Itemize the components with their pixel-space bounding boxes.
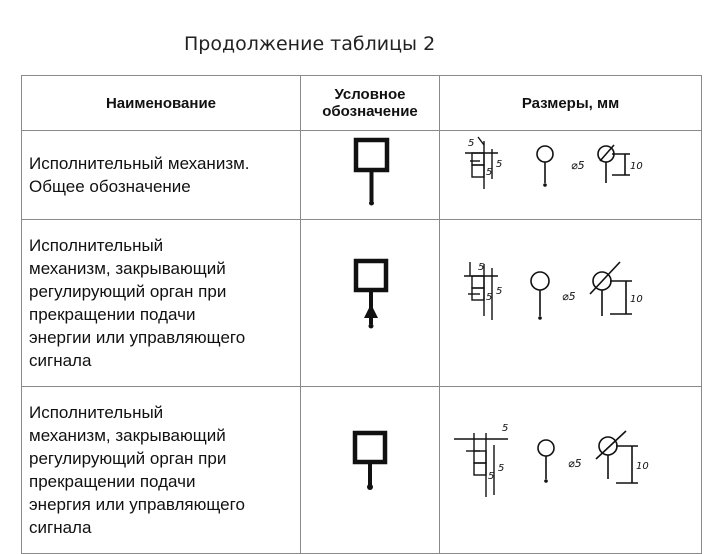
header-dimensions: Размеры, мм bbox=[440, 76, 702, 131]
dimension-drawing bbox=[440, 387, 702, 548]
symbol-cell bbox=[301, 220, 440, 387]
table-header-row bbox=[22, 76, 702, 131]
row-name-cell bbox=[22, 387, 301, 554]
height-label: 10 bbox=[630, 161, 643, 172]
table-row bbox=[22, 387, 702, 554]
row-name-line: регулирующий орган при bbox=[29, 449, 227, 468]
header-name: Наименование bbox=[22, 76, 301, 131]
dim-label-c: 5 bbox=[496, 286, 503, 297]
dim-label-b: 5 bbox=[488, 471, 495, 482]
dim-label-b: 5 bbox=[486, 292, 493, 303]
row-name-line: сигнала bbox=[29, 351, 92, 370]
height-label: 10 bbox=[636, 461, 649, 472]
dim-label-c: 5 bbox=[496, 159, 503, 170]
table-row bbox=[22, 220, 702, 387]
row-name-cell bbox=[22, 220, 301, 387]
row-name-line: энергия или управляющего bbox=[29, 495, 245, 514]
actuator-general-symbol bbox=[301, 131, 440, 214]
actuator-closing-symbol-alt bbox=[301, 387, 440, 548]
row-name-line: Исполнительный bbox=[29, 403, 164, 422]
diameter-label: ⌀5 bbox=[568, 457, 582, 470]
dim-label-a: 5 bbox=[478, 262, 485, 273]
height-label: 10 bbox=[630, 294, 643, 305]
row-name-line: регулирующий орган при bbox=[29, 282, 227, 301]
diameter-label: ⌀5 bbox=[562, 290, 576, 303]
row-name-line: Общее обозначение bbox=[29, 177, 191, 196]
dimensions-cell bbox=[440, 387, 702, 554]
header-symbol-line2: обозначение bbox=[322, 103, 418, 120]
row-name-line: Исполнительный механизм. bbox=[29, 154, 250, 173]
dimension-drawing bbox=[440, 131, 702, 214]
row-name-line: прекращении подачи bbox=[29, 472, 196, 491]
table-row bbox=[22, 131, 702, 220]
row-name-line: Исполнительный bbox=[29, 236, 164, 255]
diameter-label: ⌀5 bbox=[571, 159, 585, 172]
dim-label-b: 5 bbox=[486, 167, 493, 178]
row-name-cell bbox=[22, 131, 301, 220]
row-name-line: механизм, закрывающий bbox=[29, 426, 226, 445]
dim-label-a: 5 bbox=[502, 423, 509, 434]
header-symbol-line1: Условное bbox=[334, 86, 406, 103]
dimension-drawing bbox=[440, 220, 702, 381]
table-continuation-title: Продолжение таблицы 2 bbox=[184, 33, 436, 55]
symbols-table bbox=[21, 75, 702, 554]
actuator-closing-symbol bbox=[301, 220, 440, 381]
dimensions-cell bbox=[440, 220, 702, 387]
dim-label-c: 5 bbox=[498, 463, 505, 474]
symbol-cell bbox=[301, 131, 440, 220]
row-name-line: энергии или управляющего bbox=[29, 328, 246, 347]
header-symbol bbox=[301, 76, 440, 131]
dim-label-a: 5 bbox=[468, 138, 475, 149]
row-name-line: сигнала bbox=[29, 518, 92, 537]
dimensions-cell bbox=[440, 131, 702, 220]
row-name-line: механизм, закрывающий bbox=[29, 259, 226, 278]
row-name-line: прекращении подачи bbox=[29, 305, 196, 324]
symbol-cell bbox=[301, 387, 440, 554]
